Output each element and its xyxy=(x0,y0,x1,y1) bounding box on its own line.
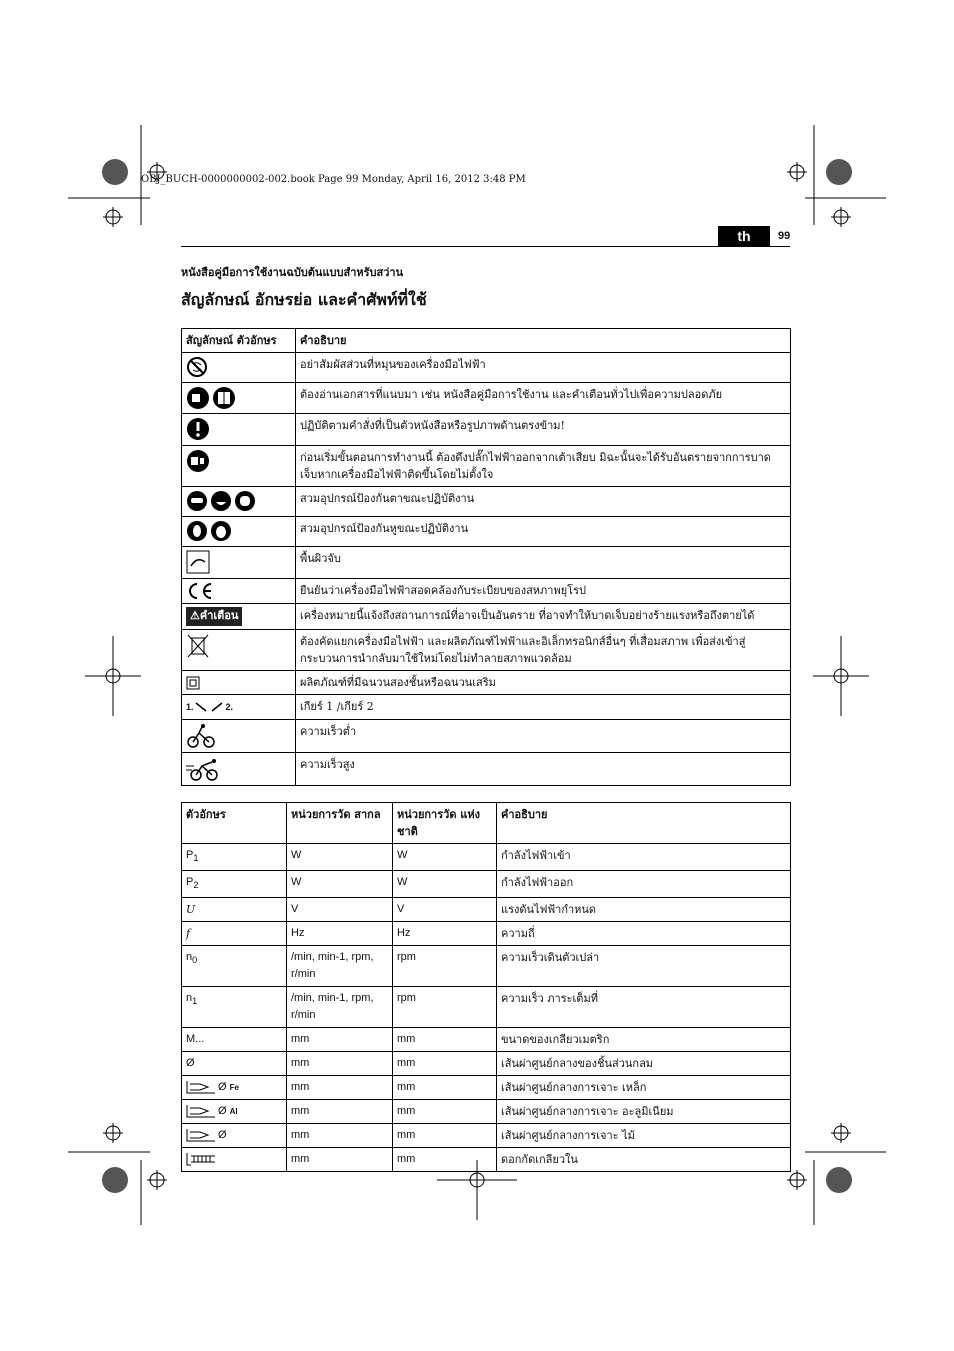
natl-unit: mm xyxy=(393,1028,497,1052)
natl-unit: Hz xyxy=(393,922,497,946)
table-row xyxy=(182,1100,791,1124)
intl-unit: /min, min-1, rpm, r/min xyxy=(287,946,393,987)
material-suffix: Al xyxy=(229,1107,238,1117)
book-icon xyxy=(212,386,236,410)
goggles-icon xyxy=(186,490,208,512)
drill-steel-icon xyxy=(186,1080,216,1094)
table-row xyxy=(182,604,791,630)
natl-unit: mm xyxy=(393,1124,497,1148)
table-row xyxy=(182,695,791,720)
table-row xyxy=(182,1028,791,1052)
unit-description: เส้นผ่าศูนย์กลางการเจาะ เหล็ก xyxy=(497,1076,791,1100)
drill-wood-icon xyxy=(186,1128,216,1142)
table-row xyxy=(182,844,791,871)
intl-unit: V xyxy=(287,898,393,922)
row-description: พื้นผิวจับ xyxy=(296,547,791,579)
mask-icon xyxy=(210,490,232,512)
material-suffix: Fe xyxy=(229,1083,239,1093)
unit-description: กำลังไฟฟ้าออก xyxy=(497,871,791,898)
gear-1-icon xyxy=(194,701,208,713)
ear-protection-icon xyxy=(186,520,208,542)
table-row xyxy=(182,517,791,547)
intl-unit: mm xyxy=(287,1124,393,1148)
natl-unit: mm xyxy=(393,1148,497,1172)
unit-description: เส้นผ่าศูนย์กลางของชิ้นส่วนกลม xyxy=(497,1052,791,1076)
unit-description: เส้นผ่าศูนย์กลางการเจาะ อะลูมิเนียม xyxy=(497,1100,791,1124)
natl-unit: mm xyxy=(393,1100,497,1124)
natl-unit: W xyxy=(393,871,497,898)
unit-subscript: 1 xyxy=(192,996,198,1007)
section-title: สัญลักษณ์ อักษรย่อ และคำศัพท์ที่ใช้ xyxy=(181,290,427,309)
intl-unit: W xyxy=(287,844,393,871)
unit-symbol: U xyxy=(182,898,287,922)
table-row xyxy=(182,1076,791,1100)
table-row xyxy=(182,487,791,517)
gear-2-label: 2. xyxy=(225,702,234,712)
unit-description: ความเร็วเดินตัวเปล่า xyxy=(497,946,791,987)
row-description: ต้องอ่านเอกสารที่แนบมา เช่น หนังสือคู่มือการใช้งาน และคำเตือนทั่วไปเพื่อความปลอดภัย xyxy=(296,383,791,414)
intl-unit: mm xyxy=(287,1148,393,1172)
table-header-row xyxy=(182,803,791,844)
unit-symbol: M... xyxy=(182,1028,287,1052)
tap-icon xyxy=(186,1152,218,1166)
unplug-icon xyxy=(186,449,210,473)
unit-symbol: Ø xyxy=(182,1052,287,1076)
intl-unit: W xyxy=(287,871,393,898)
header-symbol: สัญลักษณ์ ตัวอักษร xyxy=(182,329,296,353)
intl-unit: mm xyxy=(287,1100,393,1124)
table-row xyxy=(182,898,791,922)
header-symbol: ตัวอักษร xyxy=(182,803,287,844)
ear-muffs-icon xyxy=(210,520,232,542)
gear-1-label: 1. xyxy=(186,702,194,712)
table-row xyxy=(182,1124,791,1148)
gear-2-icon xyxy=(210,701,224,713)
fast-bicycle-icon xyxy=(186,756,220,782)
intl-unit: Hz xyxy=(287,922,393,946)
read-manual-icon xyxy=(186,386,210,410)
intl-unit: mm xyxy=(287,1076,393,1100)
unit-description: เส้นผ่าศูนย์กลางการเจาะ ไม้ xyxy=(497,1124,791,1148)
unit-description: ดอกกัดเกลียวใน xyxy=(497,1148,791,1172)
row-description: ต้องคัดแยกเครื่องมือไฟฟ้า และผลิตภัณฑ์ไฟฟ้าและอิเล็กทรอนิกส์อื่นๆ ที่เสื่อมสภาพ เพื่อส่งเข้าสู่กระบวนการนำกลับมาใช้ใหม่โดยไม่ทำลายสภาพแวดล้อม xyxy=(296,630,791,671)
table-row xyxy=(182,383,791,414)
natl-unit: rpm xyxy=(393,987,497,1028)
row-description: เครื่องหมายนี้แจ้งถึงสถานการณ์ที่อาจเป็นอันตราย ที่อาจทำให้บาดเจ็บอย่างร้ายแรงหรือถึงตายได้ xyxy=(296,604,791,630)
table-header-row xyxy=(182,329,791,353)
table-row xyxy=(182,579,791,604)
unit-description: แรงดันไฟฟ้ากำหนด xyxy=(497,898,791,922)
table-row xyxy=(182,446,791,487)
unit-symbol: P xyxy=(186,876,194,889)
row-description: อย่าสัมผัสส่วนที่หมุนของเครื่องมือไฟฟ้า xyxy=(296,353,791,383)
row-description: สวมอุปกรณ์ป้องกันหูขณะปฏิบัติงาน xyxy=(296,517,791,547)
face-shield-icon xyxy=(234,490,256,512)
drill-aluminium-icon xyxy=(186,1104,216,1118)
unit-subscript: 0 xyxy=(192,955,198,966)
unit-symbol: f xyxy=(182,922,287,946)
symbols-table xyxy=(181,328,791,786)
table-row xyxy=(182,946,791,987)
warning-label-icon: ⚠คำเตือน xyxy=(186,607,242,626)
unit-symbol: Ø xyxy=(218,1129,227,1142)
unit-description: ขนาดของเกลียวเมตริก xyxy=(497,1028,791,1052)
warning-label-text: คำเตือน xyxy=(199,610,239,622)
unit-description: ความถี่ xyxy=(497,922,791,946)
table-row xyxy=(182,671,791,695)
header-rule xyxy=(181,246,790,247)
row-description: ก่อนเริ่มขั้นตอนการทำงานนี้ ต้องดึงปลั๊กไฟฟ้าออกจากเต้าเสียบ มิฉะนั้นจะได้รับอันตรายจากการบาดเจ็บหากเครื่องมือไฟฟ้าติดขึ้นโดยไม่ตั้งใจ xyxy=(296,446,791,487)
page-number: 99 xyxy=(778,230,791,242)
table-row xyxy=(182,987,791,1028)
double-insulation-icon xyxy=(186,676,200,690)
natl-unit: V xyxy=(393,898,497,922)
slow-bicycle-icon xyxy=(186,723,216,749)
row-description: ความเร็วสูง xyxy=(296,753,791,786)
table-row xyxy=(182,720,791,753)
unit-symbol: P xyxy=(186,849,194,861)
unit-symbol: Ø xyxy=(218,1105,227,1118)
crossed-bin-icon xyxy=(186,633,210,659)
row-description: ผลิตภัณฑ์ที่มีฉนวนสองชั้นหรือฉนวนเสริม xyxy=(296,671,791,695)
ce-mark-icon xyxy=(186,582,214,600)
units-table xyxy=(181,802,791,1172)
unit-subscript: 2 xyxy=(193,880,199,891)
row-description: เกียร์ 1 /เกียร์ 2 xyxy=(296,695,791,720)
header-natl-unit: หน่วยการวัด แห่งชาติ xyxy=(393,803,497,844)
row-description: ความเร็วต่ำ xyxy=(296,720,791,753)
table-row xyxy=(182,1148,791,1172)
natl-unit: W xyxy=(393,844,497,871)
table-row xyxy=(182,353,791,383)
unit-symbol: Ø xyxy=(218,1081,227,1094)
document-subtitle: หนังสือคู่มือการใช้งานฉบับต้นแบบสำหรับสว่าน xyxy=(181,266,404,279)
natl-unit: rpm xyxy=(393,946,497,987)
header-intl-unit: หน่วยการวัด สากล xyxy=(287,803,393,844)
table-row xyxy=(182,630,791,671)
language-badge: th xyxy=(718,226,770,246)
file-info-line: OBJ_BUCH-0000000002-002.book Page 99 Monday, April 16, 2012 3:48 PM xyxy=(141,174,526,185)
table-row xyxy=(182,1052,791,1076)
header-description: คำอธิบาย xyxy=(497,803,791,844)
natl-unit: mm xyxy=(393,1076,497,1100)
table-row xyxy=(182,547,791,579)
table-row xyxy=(182,871,791,898)
natl-unit: mm xyxy=(393,1052,497,1076)
table-row xyxy=(182,922,791,946)
table-row xyxy=(182,414,791,446)
unit-description: กำลังไฟฟ้าเข้า xyxy=(497,844,791,871)
unit-symbol: n xyxy=(186,951,193,964)
intl-unit: /min, min-1, rpm, r/min xyxy=(287,987,393,1028)
grip-surface-icon xyxy=(186,550,210,574)
unit-description: ความเร็ว ภาระเต็มที่ xyxy=(497,987,791,1028)
header-description: คำอธิบาย xyxy=(296,329,791,353)
no-touch-rotating-icon xyxy=(186,356,208,378)
exclamation-icon xyxy=(186,417,210,441)
intl-unit: mm xyxy=(287,1052,393,1076)
row-description: ยืนยันว่าเครื่องมือไฟฟ้าสอดคล้องกับระเบียบของสหภาพยุโรป xyxy=(296,579,791,604)
intl-unit: mm xyxy=(287,1028,393,1052)
table-row xyxy=(182,753,791,786)
row-description: ปฏิบัติตามคำสั่งที่เป็นตัวหนังสือหรือรูปภาพด้านตรงข้าม! xyxy=(296,414,791,446)
row-description: สวมอุปกรณ์ป้องกันตาขณะปฏิบัติงาน xyxy=(296,487,791,517)
unit-subscript: 1 xyxy=(193,853,199,864)
unit-symbol: n xyxy=(186,992,193,1005)
